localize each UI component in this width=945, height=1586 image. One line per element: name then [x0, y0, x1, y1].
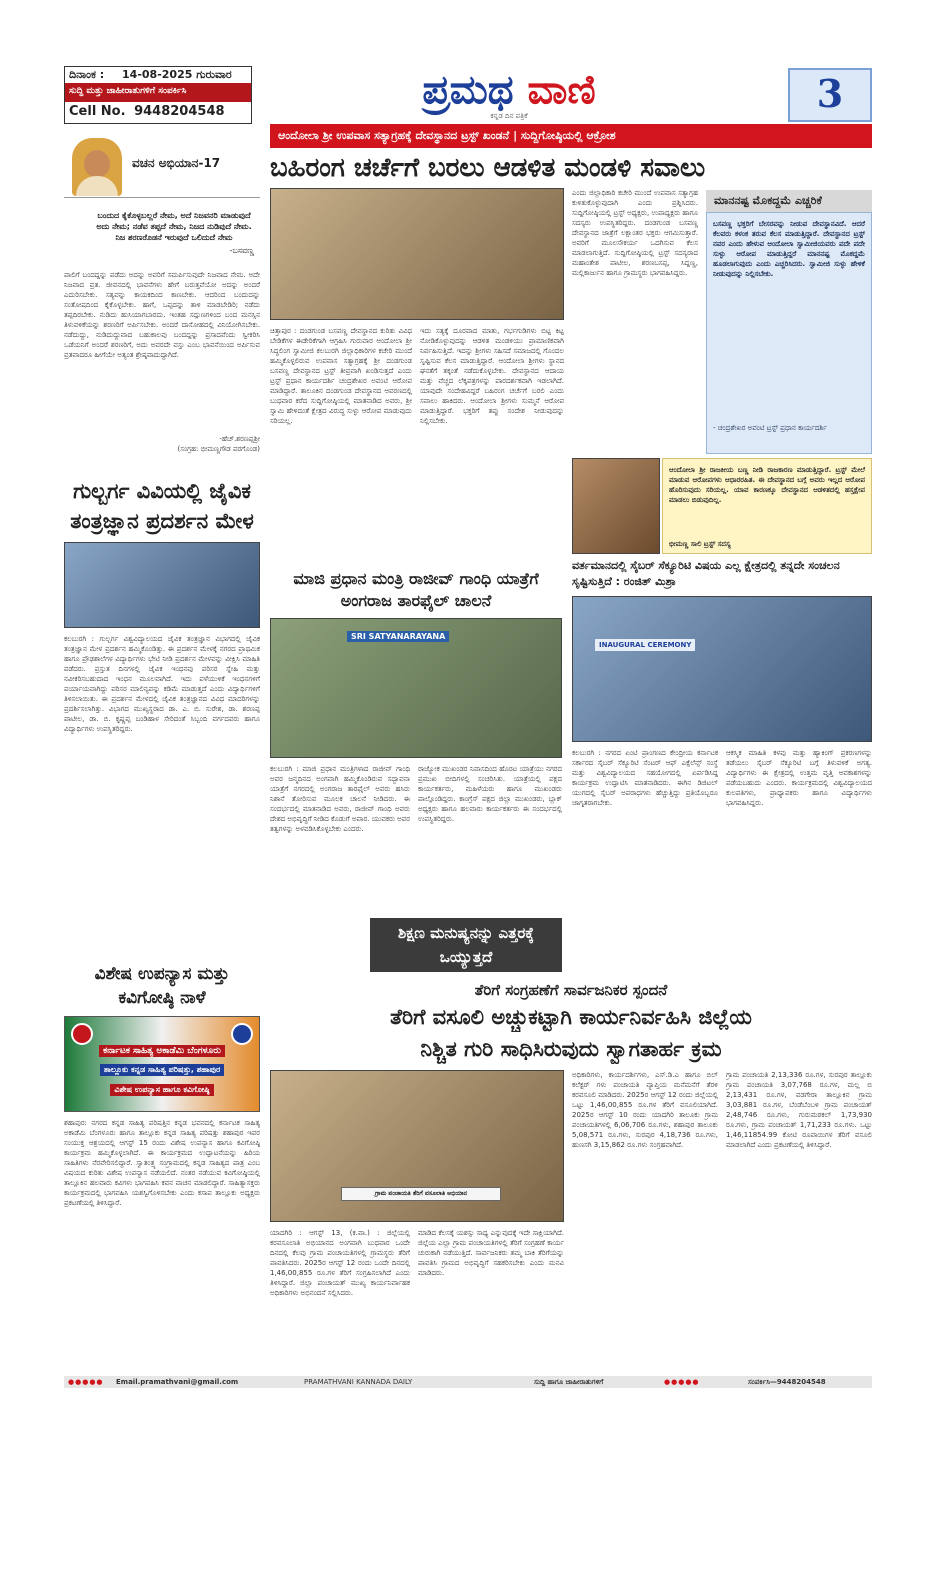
tax-kicker: ತೆರಿಗೆ ಸಂಗ್ರಹಣೆಗೆ ಸಾರ್ವಜನಿಕರ ಸ್ಪಂದನೆ [474, 981, 668, 999]
gulbarga-body: ಕಲಬುರಗಿ : ಗುಲ್ಬರ್ಗ ವಿಶ್ವವಿದ್ಯಾಲಯದ ಜೈವಿಕ ತಂತ್ರಜ್ಞಾನ ವಿಭಾಗದಲ್ಲಿ ಜೈವಿಕ ತಂತ್ರಜ್ಞಾನ ಮೇಳ ಪ್ರದರ್ಶನ ಹಮ್ಮಿಕೊಂಡಿತ್ತು. ಈ ಪ್ರದರ್ಶನ ಮೇಳಕ್ಕೆ ನಗರದ ಪ್ರಾಥಮಿಕ ಹಾಗೂ ಪ್ರೌಢಶಾಲೆಗಳ ವಿದ್ಯಾರ್ಥಿಗಳು ಭೇಟಿ ನೀಡಿ ಪ್ರದರ್ಶನ ಮೇಳವನ್ನು ವೀಕ್ಷಿಸಿ ಮಾಹಿತಿ ಪಡೆದರು. ಪ್ರಸ್ತುತ ದಿನಗಳಲ್ಲಿ ಜೈವಿಕ ಇಂಧನವು ಪರಿಸರ ಸ್ನೇಹಿ ಮತ್ತು ನವೀಕರಿಸಬಹುದಾದ ಇಂಧನ ಮೂಲವಾಗಿದೆ. ಇದು ಪಳೆಯುಳಿಕೆ ಇಂಧನಗಳಿಗೆ ಪರ್ಯಾಯವಾಗಿದ್ದು ಪರಿಸರ ಮಾಲಿನ್ಯವನ್ನು ಕಡಿಮೆ ಮಾಡುತ್ತದೆ ಎಂದು ವಿದ್ಯಾರ್ಥಿಗಳಿಗೆ ತಿಳಿಸಲಾಯಿತು. ಈ ಪ್ರದರ್ಶನ ಮೇಳದಲ್ಲಿ ಜೈವಿಕ ತಂತ್ರಜ್ಞಾನದ ವಿವಿಧ ಮಾದರಿಗಳನ್ನು ಪ್ರದರ್ಶಿಸಲಾಗಿತ್ತು. ವಿಭಾಗದ ಮುಖ್ಯಸ್ಥರಾದ ಡಾ. ಎ. ಬಿ. ಸುರೇಶ, ಡಾ. ಶರಣಪ್ಪ ಪಾಟೀಲ, ಡಾ. ಬಿ. ಕೃಷ್ಣಪ್ಪ ಬಂಡಿಹಾಳ ಸೇರಿದಂತೆ ಸಿಬ್ಬಂದಿ ವರ್ಗದವರು ಹಾಗೂ ವಿದ್ಯಾರ್ಥಿಗಳು ಉಪಸ್ಥಿತರಿದ್ದರು. [64, 635, 260, 733]
main-story-col1: ಚಿತ್ತಾಪುರ : ದಂಡಗುಂಡ ಬಸವಣ್ಣ ದೇವಸ್ಥಾನದ ಕುರಿತು ವಿವಿಧ ಬೇಡಿಕೆಗಳ ಈಡೇರಿಕೆಗಾಗಿ ಆಗ್ರಹಿಸಿ ಗುರುವಾರ ಆಂದೋಲಾ ಶ್ರೀ ಸಿದ್ಧಲಿಂಗ ಸ್ವಾಮೀಜಿ ಕಲಬುರಗಿ ಜಿಲ್ಲಾಧಿಕಾರಿಗಳ ಕಚೇರಿ ಮುಂದೆ ಹಮ್ಮಿಕೊಳ್ಳಲಿರುವ ಉಪವಾಸ ಸತ್ಯಾಗ್ರಹಕ್ಕೆ ಶ್ರೀ ದಂಡಗುಂಡ ಬಸವಣ್ಣ ದೇವಸ್ಥಾನದ ಟ್ರಸ್ಟ್ ತೀವ್ರವಾಗಿ ಖಂಡಿಸುತ್ತದೆ ಎಂದು ಟ್ರಸ್ಟ್ ಪ್ರಧಾನ ಕಾರ್ಯದರ್ಶಿ ಚಂದ್ರಶೇಖರ ಅವಂಟಿ ಆರೋಪ ಮಾಡಿದ್ದಾರೆ. ತಾಲೂಕಿನ ದಂಡಗುಂಡ ದೇವಸ್ಥಾನದ ಆವರಣದಲ್ಲಿ ಬುಧವಾರ ಕರೆದ ಸುದ್ದಿಗೋಷ್ಠಿಯಲ್ಲಿ ಮಾತನಾಡಿದ ಅವರು, ಶ್ರೀ ಸ್ವಾಮಿ ಹೇಳಿದಂತೆ ಕ್ಷೇತ್ರದ ವಿರುದ್ಧ ಸುಳ್ಳು ಆರೋಪ ಮಾಡುವುದು ಸರಿಯಲ್ಲ. [270, 327, 412, 425]
cell-number-line [65, 102, 251, 122]
contact-strip: ಸುದ್ದಿ ಮತ್ತು ಜಾಹೀರಾತುಗಳಿಗೆ ಸಂಪರ್ಕಿಸಿ [65, 83, 251, 102]
cyber-event-photo [572, 596, 872, 742]
cyber-col1: ಕಲಬುರಗಿ : ನಗರದ ಏಂಟಿ ಪ್ರಾಂಗಣದ ಕೇಂದ್ರೀಯ ಕರ್ನಾಟಕ ಸರ್ಕಾರದ ಸೈಬರ್ ಸೆಕ್ಯೂರಿಟಿ ಸೆಂಟರ್ ಆಫ್ ಎಕ್ಸೆಲೆನ್ಸ್ ಸಂಸ್ಥೆ ಮತ್ತು ವಿಶ್ವವಿದ್ಯಾಲಯದ ಸಹಯೋಗದಲ್ಲಿ ಏರ್ಪಡಿಸಿದ್ದ ಕಾರ್ಯಕ್ರಮ ಉದ್ಘಾಟಿಸಿ ಮಾತನಾಡಿದರು. ಈಗಿನ ಡಿಜಿಟಲ್ ಯುಗದಲ್ಲಿ ಸೈಬರ್ ಅಪರಾಧಗಳು ಹೆಚ್ಚುತ್ತಿದ್ದು ಪ್ರತಿಯೊಬ್ಬರೂ ಜಾಗೃತರಾಗಬೇಕು. [572, 749, 718, 807]
main-story-kicker: ಆಂದೋಲಾ ಶ್ರೀ ಉಪವಾಸ ಸತ್ಯಾಗ್ರಹಕ್ಕೆ ದೇವಸ್ಥಾನದ ಟ್ರಸ್ಟ್ ಖಂಡನೆ | ಸುದ್ದಿಗೋಷ್ಠಿಯಲ್ಲಿ ಆಕ್ರೋಶ [270, 124, 872, 148]
vachana-verse [74, 210, 254, 256]
date-label: ದಿನಾಂಕ : [69, 68, 105, 81]
emblem-icon [231, 1023, 253, 1045]
page-footer [64, 1376, 872, 1388]
footer-center: PRAMATHVANI KANNADA DAILY [304, 1378, 413, 1386]
vachana-body: ಪಾಲಿಗೆ ಬಂದದ್ದನ್ನು ಪಡೆದು ಅದನ್ನು ಅವರಿಗೆ ಸಮರ್ಪಿಸುವುದೇ ನಿಜವಾದ ನೇಮ. ಅದೇ ನಿಜವಾದ ವ್ರತ. ಜೀವನದಲ್ಲಿ ಭಾವನೆಗಳು ಹೇಗೆ ಬರುತ್ತವೆಯೋ ಅದನ್ನು ಅಂದರೆ ಎದುರಿಸಬೇಕು. ಸತ್ಯವನ್ನು ಕಾಯಕದಿಂದ ಕಾಣಬೇಕು. ಆದರಿಂದ ಬಂದುದನ್ನು ಸಂತೋಷದಿಂದ ಕೈಕೊಳ್ಳಬೇಕು. ಹಾಗೆ, ಒಪ್ಪದನ್ನು ತಾಳಿ ಮಾಡಬೇಡಿರಿ; ನಡೆದು ತಪ್ಪದಿರಬೇಕು. ನುಡಿದು ಹುಸಿಯಾಗಬಾರದು. ಇಂತಹ ಸದ್ಗುಣಗಳಿಂದ ಬಂದ ಮನಸ್ಸಿನ ತಿಳುವಳಿಕೆಯನ್ನು ಶರಣರಿಗೆ ಅರ್ಪಿಸಬೇಕು. ಅಂದರೆ ದಾಸೋಹದಲ್ಲಿ ವಿನಿಯೋಗಿಸಬೇಕು. ನಡೆದುದ್ದು, ನುಡಿದುದ್ದುವಾದ ಬಹುಕಾಲವು ಬಂದದ್ದನ್ನು ಪ್ರಸಾದವೆಂದು ಸ್ವೀಕರಿಸಿ ಒಡೆಯನಿಗೆ ಅಂದರೆ ಶರಣರಿಗೆ, ಅದು ಅವರದೇ ವಸ್ತು ಎಂಬ ಭಾವನೆಯಿಂದ ಅರ್ಪಿಸುವ ವ್ರತವಾದರೂ ಹೀಗೆಯೇ ಅತ್ಯಂತ ಶ್ರೇಷ್ಠವಾದುದ್ದಾಗಿದೆ. [64, 271, 260, 359]
tax-col2: ಮಾಡಿದ ಕೆಲಸಕ್ಕೆ ಯಶಸ್ಸು ಸಾಧ್ಯ ಎನ್ನುವುದಕ್ಕೆ ಇದೇ ಸಾಕ್ಷಿಯಾಗಿದೆ. ಜಿಲ್ಲೆಯ ಎಲ್ಲಾ ಗ್ರಾಮ ಪಂಚಾಯತಿಗಳಲ್ಲಿ ತೆರಿಗೆ ಸಂಗ್ರಹಣೆ ಕಾರ್ಯ ಚುರುಕಾಗಿ ನಡೆಯುತ್ತಿದೆ. ಸಾರ್ವಜನಿಕರು ತಮ್ಮ ಬಾಕಿ ತೆರಿಗೆಯನ್ನು ಪಾವತಿಸಿ ಗ್ರಾಮದ ಅಭಿವೃದ್ಧಿಗೆ ಸಹಕರಿಸಬೇಕು ಎಂದು ಮನವಿ ಮಾಡಿದರು. [418, 1229, 564, 1277]
trustee-quote-sign: ಭೀಮಣ್ಣ ಸಾಲಿ ಟ್ರಸ್ಟ್ ಸದಸ್ಯ [669, 540, 731, 548]
education-banner: ಶಿಕ್ಷಣ ಮನುಷ್ಯನನ್ನು ಎತ್ತರಕ್ಕೆ ಒಯ್ಯುತ್ತದೆ [370, 918, 562, 972]
newspaper-logo [394, 68, 624, 120]
screen-label: INAUGURAL CEREMONY [595, 639, 695, 651]
trustee-quote-box [662, 458, 872, 554]
defamation-warning-text: ಬಸವಣ್ಣ ಭಕ್ತರಿಗೆ ಬೇಸರವನ್ನು ನೀಡುವ ದೇವಸ್ಥಾನವಿದೆ. ಆದರೆ ಕೆಲವರು ಕಳಂಕ ತರುವ ಕೆಲಸ ಮಾಡುತ್ತಿದ್ದಾರೆ. ದೇವಸ್ಥಾನದ ಟ್ರಸ್ಟ್ ನವರ ಎಂದು ಹೇಳುವ ಆಂದೋಲಾ ಸ್ವಾಮೀಜಿಯವರು ಪದೇ ಪದೇ ಸುಳ್ಳು ಆರೋಪ ಮಾಡುತ್ತಿದ್ದರೆ ಮಾನನಷ್ಟ ಮೊಕದ್ದಮೆ ಹೂಡಲಾಗುವುದು ಎಂದು ಎಚ್ಚರಿಸಿದರು. ಸ್ವಾಮೀಜಿ ಸುಳ್ಳು ಹೇಳಿಕೆ ನೀಡುವುದನ್ನು ನಿಲ್ಲಿಸಬೇಕು. [713, 220, 865, 278]
main-story-headline: ಬಹಿರಂಗ ಚರ್ಚೆಗೆ ಬರಲು ಆಡಳಿತ ಮಂಡಳಿ ಸವಾಲು [270, 153, 706, 183]
vachana-title: ವಚನ ಅಭಿಯಾನ-17 [132, 156, 221, 170]
seminar-banner-line3: ವಿಶೇಷ ಉಪನ್ಯಾಸ ಹಾಗೂ ಕವಿಗೋಷ್ಠಿ [110, 1084, 213, 1096]
rajiv-headline: ಮಾಜಿ ಪ್ರಧಾನ ಮಂತ್ರಿ ರಾಜೀವ್ ಗಾಂಧಿ ಯಾತ್ರೆಗೆ ಅಂಗರಾಜ ತಾರಫೈಲ್ ಚಾಲನೆ [293, 569, 539, 610]
lab-students-photo [64, 542, 260, 628]
vachana-author: -ಬಸವಣ್ಣ [229, 246, 254, 255]
logo-tagline: ಕನ್ನಡ ದಿನ ಪತ್ರಿಕೆ [490, 112, 528, 120]
seminar-banner-line1: ಕರ್ನಾಟಕ ಸಾಹಿತ್ಯ ಅಕಾಡೆಮಿ ಬೆಂಗಳೂರು [99, 1045, 225, 1057]
defamation-warning-box [706, 212, 872, 454]
main-story-col3: ಎಂದು ಜಿಲ್ಲಾಧಿಕಾರಿ ಕಚೇರಿ ಮುಂದೆ ಉಪವಾಸ ಸತ್ಯಾಗ್ರಹ ಕುಳಿತುಕೊಳ್ಳುವುದಾಗಿ ಎಂದು ಪ್ರಶ್ನಿಸಿದರು. ಸುದ್ದಿಗೋಷ್ಠಿಯಲ್ಲಿ ಟ್ರಸ್ಟ್ ಅಧ್ಯಕ್ಷರು, ಉಪಾಧ್ಯಕ್ಷರು ಹಾಗೂ ಸದಸ್ಯರು ಉಪಸ್ಥಿತರಿದ್ದರು. ದಂಡಗುಂಡ ಬಸವಣ್ಣ ದೇವಸ್ಥಾನದ ಜಾತ್ರೆಗೆ ಲಕ್ಷಾಂತರ ಭಕ್ತರು ಆಗಮಿಸುತ್ತಾರೆ. ಅವರಿಗೆ ಮೂಲಸೌಕರ್ಯ ಒದಗಿಸುವ ಕೆಲಸ ಮಾಡಲಾಗುತ್ತಿದೆ. ಸುದ್ದಿಗೋಷ್ಠಿಯಲ್ಲಿ ಟ್ರಸ್ಟ್ ಸದಸ್ಯರಾದ ಮಹಾಂತೇಶ ಪಾಟೀಲ, ಶರಣಬಸಪ್ಪ, ಸಿದ್ದಣ್ಣ, ಮಲ್ಲಿಕಾರ್ಜುನ ಹಾಗೂ ಗ್ರಾಮಸ್ಥರು ಭಾಗವಹಿಸಿದ್ದರು. [572, 189, 698, 277]
cell-label: Cell No. [69, 104, 126, 119]
footer-contact: ಸಂಪರ್ಕಿಸಿ—9448204548 [748, 1378, 826, 1386]
tax-headline-line2: ನಿಶ್ಚಿತ ಗುರಿ ಸಾಧಿಸಿರುವುದು ಸ್ವಾಗತಾರ್ಹ ಕ್ರಮ [420, 1037, 722, 1061]
seminar-body: ಶಹಾಪುರ: ನಗರದ ಕನ್ನಡ ಸಾಹಿತ್ಯ ಪರಿಷತ್ತಿನ ಕನ್ನಡ ಭವನದಲ್ಲಿ ಕರ್ನಾಟಕ ಸಾಹಿತ್ಯ ಅಕಾಡೆಮಿ ಬೆಂಗಳೂರು ಹಾಗೂ ತಾಲ್ಲೂಕು ಕನ್ನಡ ಸಾಹಿತ್ಯ ಪರಿಷತ್ತು ಶಹಾಪುರ ಇವರ ಸಂಯುಕ್ತ ಆಶ್ರಯದಲ್ಲಿ ಆಗಸ್ಟ್ 15 ರಂದು ವಿಶೇಷ ಉಪನ್ಯಾಸ ಹಾಗೂ ಕವಿಗೋಷ್ಠಿ ಕಾರ್ಯಕ್ರಮ ಹಮ್ಮಿಕೊಳ್ಳಲಾಗಿದೆ. ಈ ಕಾರ್ಯಕ್ರಮದ ಉದ್ಘಾಟನೆಯನ್ನು ಹಿರಿಯ ಸಾಹಿತಿಗಳು ನೆರವೇರಿಸಲಿದ್ದಾರೆ. ಸ್ವಾತಂತ್ರ್ಯ ಸಂಗ್ರಾಮದಲ್ಲಿ ಕನ್ನಡ ಸಾಹಿತ್ಯದ ಪಾತ್ರ ಎಂಬ ವಿಷಯದ ಕುರಿತು ವಿಶೇಷ ಉಪನ್ಯಾಸ ನಡೆಯಲಿದೆ. ನಂತರ ನಡೆಯುವ ಕವಿಗೋಷ್ಠಿಯಲ್ಲಿ ತಾಲ್ಲೂಕಿನ ಹಲವಾರು ಕವಿಗಳು ಭಾಗವಹಿಸಿ ಕವನ ವಾಚನ ಮಾಡಲಿದ್ದಾರೆ. ಸಾಹಿತ್ಯಾಸಕ್ತರು ಕಾರ್ಯಕ್ರಮದಲ್ಲಿ ಭಾಗವಹಿಸಿ ಯಶಸ್ವಿಗೊಳಿಸಬೇಕು ಎಂದು ಕಸಾಪ ತಾಲ್ಲೂಕು ಅಧ್ಯಕ್ಷರು ಪ್ರಕಟಣೆಯಲ್ಲಿ ತಿಳಿಸಿದ್ದಾರೆ. [64, 1119, 260, 1207]
page-number: 3 [788, 68, 872, 122]
basavanna-portrait-icon [72, 138, 122, 196]
seminar-headline: ವಿಶೇಷ ಉಪನ್ಯಾಸ ಮತ್ತು ಕವಿಗೋಷ್ಠಿ ನಾಳೆ [94, 964, 230, 1008]
footer-dots-left: ●●●●● [68, 1378, 104, 1386]
rajiv-col2: ರಾಜ್ಯೋಕ ಮುಖಂಡರ ನಿವಾಸದಿಂದ ಹೊರಟ ಯಾತ್ರೆಯು ನಗರದ ಪ್ರಮುಖ ಬೀದಿಗಳಲ್ಲಿ ಸಂಚರಿಸಿತು. ಯಾತ್ರೆಯಲ್ಲಿ ಪಕ್ಷದ ಕಾರ್ಯಕರ್ತರು, ಮಹಿಳೆಯರು ಹಾಗೂ ಮುಖಂಡರು ಪಾಲ್ಗೊಂಡಿದ್ದರು. ಕಾಂಗ್ರೆಸ್ ಪಕ್ಷದ ಜಿಲ್ಲಾ ಮುಖಂಡರು, ಬ್ಲಾಕ್ ಅಧ್ಯಕ್ಷರು ಹಾಗೂ ಹಲವಾರು ಕಾರ್ಯಕರ್ತರು ಈ ಸಂದರ್ಭದಲ್ಲಿ ಉಪಸ್ಥಿತರಿದ್ದರು. [418, 765, 562, 823]
date-value: 14-08-2025 ಗುರುವಾರ [122, 68, 232, 81]
cyber-headline: ವರ್ತಮಾನದಲ್ಲಿ ಸೈಬರ್ ಸೆಕ್ಯೂರಿಟಿ ವಿಷಯ ಎಲ್ಲ ಕ್ಷೇತ್ರದಲ್ಲಿ ತನ್ನದೇ ಸಂಚಲನ ಸೃಷ್ಟಿಸುತ್ತಿದೆ : ರಂಜಿತ್ ಮಿಶ್ರಾ [572, 559, 840, 588]
bus-label: SRI SATYANARAYANA [347, 631, 449, 642]
tax-banner-label: ಗ್ರಾಮ ಪಂಚಾಯತಿ ತೆರಿಗೆ ವಸೂಲಾತಿ ಅಭಿಯಾನ [341, 1187, 501, 1201]
newspaper-page [64, 66, 872, 1386]
cell-value: 9448204548 [134, 104, 225, 119]
tax-headline-line1: ತೆರಿಗೆ ವಸೂಲಿ ಅಚ್ಚುಕಟ್ಟಾಗಿ ಕಾರ್ಯನಿರ್ವಹಿಸಿ ಜಿಲ್ಲೆಯ [390, 1005, 752, 1029]
date-line [65, 67, 251, 83]
footer-email: Email.pramathvani@gmail.com [116, 1378, 239, 1386]
footer-dots-right: ●●●●● [664, 1378, 700, 1386]
akademi-logo-icon [71, 1023, 93, 1045]
logo-part-a: ಪ್ರಮಥ [422, 67, 514, 113]
vachana-signoff: -ಹೆಚ್.ಶರಣಪ್ಪಶ್ರೀ [219, 435, 260, 443]
vachana-signoff-2: (ಸಂಗ್ರಹ: ಭೀಮಣ್ಣಗೌಡ ಪರಗೊಂಡ) [177, 445, 260, 453]
seminar-banner-line2: ತಾಲ್ಲೂಕು ಕನ್ನಡ ಸಾಹಿತ್ಯ ಪರಿಷತ್ತು, ಶಹಾಪುರ [100, 1064, 225, 1076]
tax-col4: ಗ್ರಾಮ ಪಂಚಾಯತಿ 2,13,336 ರೂ.ಗಳ, ಸುರಪುರ ತಾಲ್ಲೂಕು ಗ್ರಾಮ ಪಂಚಾಯತಿ 3,07,768 ರೂ.ಗಳ, ಮಲ್ಲ ಬಿ 2,13,431 ರೂ.ಗಳ, ವಡಗೇರಾ ತಾಲ್ಲೂಕಿನ ಗ್ರಾಮ 3,03,881 ರೂ.ಗಳ, ಬೆಂಡೆಬೆಂಬಳಿ ಗ್ರಾಮ ಪಂಚಾಯತ್ 2,48,746 ರೂ.ಗಳು, ಗುರುಮಠಕಲ್ 1,73,930 ರೂ.ಗಳು, ಗ್ರಾಮ ಪಂಚಾಯತ್ 1,71,233 ರೂ.ಗಳು. ಒಟ್ಟು 1,46,11854.99 ಕೋಟಿ ರೂಪಾಯಿಗಳ ತೆರಿಗೆ ವಸೂಲಿ ಮಾಡಲಾಗಿದೆ ಎಂದು ಪ್ರಕಟಣೆಯಲ್ಲಿ ತಿಳಿಸಿದ್ದಾರೆ. [726, 1071, 872, 1149]
vachana-verse-text: ಬಂದುದ ಕೈಕೊಳ್ಳಬಲ್ಲರೆ ನೇಮ, ಅದೆ ನಿಜವನರಿ ಮಾಡುವುದೆ ಅದು ನೇಮ; ನಡೆವ ತಪ್ಪದೆ ನೇಮ, ನಿಜದ ನುಡಿವುದೆ ನೇಮ. ನಿಜ ಶರಣರೊಡನೆ ಇರುವುದೆ ಒಲಿದುದೆ ನೇಮ [96, 211, 252, 242]
defamation-warning-band: ಮಾನನಷ್ಟ ಮೊಕದ್ದಮೆ ಎಚ್ಚರಿಕೆ [706, 190, 872, 212]
tax-col3: ಅಧಿಕಾರಿಗಳು, ಕಾರ್ಯದರ್ಶಿಗಳು, ಎಸ್.ಡಿ.ಎ ಹಾಗೂ ಬಿಲ್ ಕಲೆಕ್ಟರ್ ಗಳು ಪಂಚಾಯತಿ ವ್ಯಾಪ್ತಿಯ ಮನೆಮನೆಗೆ ತೆರಳಿ ಕರವಸೂಲಿ ಮಾಡಿದರು. 2025ರ ಆಗಸ್ಟ್ 12 ರಂದು ಜಿಲ್ಲೆಯಲ್ಲಿ ಒಟ್ಟು 1,46,00,855 ರೂ.ಗಳ ತೆರಿಗೆ ವಸೂಲಿಯಾಗಿದೆ. 2025ರ ಆಗಸ್ಟ್ 10 ರಂದು ಯಾದಗಿರಿ ತಾಲೂಕು ಗ್ರಾಮ ಪಂಚಾಯತಿಗಳಲ್ಲಿ 6,06,706 ರೂ.ಗಳು, ಶಹಾಪುರ ತಾಲೂಕು 5,08,571 ರೂ.ಗಳು, ಸುರಪುರ 4,18,736 ರೂ.ಗಳು, ಹುಣಸಗಿ 3,15,862 ರೂ.ಗಳು ಸಂಗ್ರಹವಾಗಿದೆ. [572, 1071, 718, 1149]
left-column [64, 136, 260, 1344]
trustee-quote-text: ಆಂದೋಲಾ ಶ್ರೀ ರಾಜಕೀಯ ಬಣ್ಣ ನೀಡಿ ರಾಜಕಾರಣ ಮಾಡುತ್ತಿದ್ದಾರೆ. ಟ್ರಸ್ಟ್ ಮೇಲೆ ಮಾಡುವ ಆರೋಪಗಳು ಆಧಾರರಹಿತ. ಈ ದೇವಸ್ಥಾನದ ಬಗ್ಗೆ ಅವರು ಇಲ್ಲದ ಆರೋಪ ಹೊರಿಸುವುದು ಸರಿಯಲ್ಲ. ಯಾವ ಕಾರಣಕ್ಕೂ ದೇವಸ್ಥಾನದ ಆಡಳಿತದಲ್ಲಿ ಹಸ್ತಕ್ಷೇಪ ಮಾಡಲು ಬಿಡುವುದಿಲ್ಲ. [669, 466, 865, 504]
main-story-col2: ಇದು ಸತ್ಯಕ್ಕೆ ದೂರವಾದ ಮಾತು, ಗರ್ಭಗುಡಿಗಳು ಬಿಟ್ಟ ಕಿಟ್ಟ ನೋಡಿಕೊಳ್ಳುವುದನ್ನು ಆಡಳಿತ ಮಂಡಳಿಯು ಪ್ರಾಮಾಣಿಕವಾಗಿ ನಿರ್ವಹಿಸುತ್ತಿದೆ. ಇದನ್ನು ಶ್ರೀಗಳು ಸಹಿಸದೆ ಸಮಾಜದಲ್ಲಿ ಗೊಂದಲ ಸೃಷ್ಟಿಸುವ ಕೆಲಸ ಮಾಡುತ್ತಿದ್ದಾರೆ. ಆಂದೋಲಾ ಶ್ರೀಗಳು ಸ್ಥಾನದ ಘನತೆಗೆ ತಕ್ಕಂತೆ ನಡೆದುಕೊಳ್ಳಬೇಕು. ದೇವಸ್ಥಾನದ ಆದಾಯ ಮತ್ತು ವೆಚ್ಚದ ಲೆಕ್ಕಪತ್ರಗಳನ್ನು ಪಾರದರ್ಶಕವಾಗಿ ಇಡಲಾಗಿದೆ. ಯಾವುದೇ ಸಂದೇಹವಿದ್ದರೆ ಬಹಿರಂಗ ಚರ್ಚೆಗೆ ಬರಲಿ ಎಂದು ಸವಾಲು ಹಾಕಿದರು. ಆಂದೋಲಾ ಶ್ರೀಗಳು ಸುಮ್ಮನೆ ಆರೋಪ ಮಾಡುತ್ತಿದ್ದಾರೆ. ಭಕ್ತರಿಗೆ ತಪ್ಪು ಸಂದೇಶ ನೀಡುವುದನ್ನು ನಿಲ್ಲಿಸಬೇಕು. [420, 327, 564, 425]
tax-col1: ಯಾದಗಿರಿ : ಆಗಸ್ಟ್ 13, (ಕ.ವಾ.) : ಜಿಲ್ಲೆಯಲ್ಲಿ ಕರವಸೂಲಾತಿ ಅಭಿಯಾನದ ಅಂಗವಾಗಿ ಬುಧವಾರ ಒಂದೇ ದಿನದಲ್ಲಿ ಕೆಲವು ಗ್ರಾಮ ಪಂಚಾಯತಿಗಳಲ್ಲಿ ಗ್ರಾಮಸ್ಥರು ತೆರಿಗೆ ಪಾವತಿಸಿದರು. 2025ರ ಆಗಸ್ಟ್ 12 ರಂದು ಒಂದೇ ದಿನದಲ್ಲಿ 1,46,00,855 ರೂ.ಗಳ ತೆರಿಗೆ ಸಂಗ್ರಹಿಸಲಾಗಿದೆ ಎಂದು ತಿಳಿಸಿದ್ದಾರೆ. ಜಿಲ್ಲಾ ಪಂಚಾಯತ್ ಮುಖ್ಯ ಕಾರ್ಯನಿರ್ವಾಹಕ ಅಧಿಕಾರಿಗಳು ಅಭಿನಂದನೆ ಸಲ್ಲಿಸಿದರು. [270, 1229, 410, 1297]
trustee-portrait-photo [572, 458, 660, 554]
defamation-warning-sign: - ಚಂದ್ರಶೇಖರ ಅವಂಟಿ ಟ್ರಸ್ಟ್ ಪ್ರಧಾನ ಕಾರ್ಯದರ್ಶಿ [713, 424, 827, 432]
logo-part-b: ವಾಣಿ [527, 67, 596, 113]
press-meet-photo [270, 188, 564, 320]
rajiv-yatra-photo [270, 618, 562, 758]
footer-mid: ಸುದ್ದಿ ಹಾಗೂ ಜಾಹೀರಾತುಗಳಿಗೆ [534, 1378, 604, 1386]
gulbarga-headline: ಗುಲ್ಬರ್ಗ ವಿವಿಯಲ್ಲಿ ಜೈವಿಕ ತಂತ್ರಜ್ಞಾನ ಪ್ರದರ್ಶನ ಮೇಳ [70, 479, 254, 533]
vachana-header [64, 136, 260, 198]
seminar-banner [64, 1016, 260, 1112]
tax-campaign-photo [270, 1070, 564, 1222]
masthead-info-box [64, 66, 252, 124]
rajiv-col1: ಕಲಬುರಗಿ : ಮಾಜಿ ಪ್ರಧಾನ ಮಂತ್ರಿಗಳಾದ ರಾಜೀವ್ ಗಾಂಧಿ ಅವರ ಜನ್ಮದಿನದ ಅಂಗವಾಗಿ ಹಮ್ಮಿಕೊಂಡಿರುವ ಸದ್ಭಾವನಾ ಯಾತ್ರೆಗೆ ನಗರದಲ್ಲಿ ಅಂಗರಾಜ ತಾರಫೈಲ್ ಅವರು ಹಸಿರು ನಿಶಾನೆ ತೋರಿಸುವ ಮೂಲಕ ಚಾಲನೆ ನೀಡಿದರು. ಈ ಸಂದರ್ಭದಲ್ಲಿ ಮಾತನಾಡಿದ ಅವರು, ರಾಜೀವ್ ಗಾಂಧಿ ಅವರು ದೇಶದ ಅಭಿವೃದ್ಧಿಗೆ ನೀಡಿದ ಕೊಡುಗೆ ಅಪಾರ. ಯುವಕರು ಅವರ ತತ್ವಗಳನ್ನು ಅಳವಡಿಸಿಕೊಳ್ಳಬೇಕು ಎಂದರು. [270, 765, 410, 833]
cyber-col2: ಆಕಸ್ಮಿಕ ಮಾಹಿತಿ ಕಳವು ಮತ್ತು ಹ್ಯಾಕಿಂಗ್ ಪ್ರಕರಣಗಳನ್ನು ತಡೆಯಲು ಸೈಬರ್ ಸೆಕ್ಯೂರಿಟಿ ಬಗ್ಗೆ ತಿಳುವಳಿಕೆ ಅಗತ್ಯ. ವಿದ್ಯಾರ್ಥಿಗಳು ಈ ಕ್ಷೇತ್ರದಲ್ಲಿ ಉತ್ತಮ ವೃತ್ತಿ ಅವಕಾಶಗಳನ್ನು ಪಡೆಯಬಹುದು ಎಂದರು. ಕಾರ್ಯಕ್ರಮದಲ್ಲಿ ವಿಶ್ವವಿದ್ಯಾಲಯದ ಕುಲಪತಿಗಳು, ಪ್ರಾಧ್ಯಾಪಕರು ಹಾಗೂ ವಿದ್ಯಾರ್ಥಿಗಳು ಭಾಗವಹಿಸಿದ್ದರು. [726, 749, 872, 807]
